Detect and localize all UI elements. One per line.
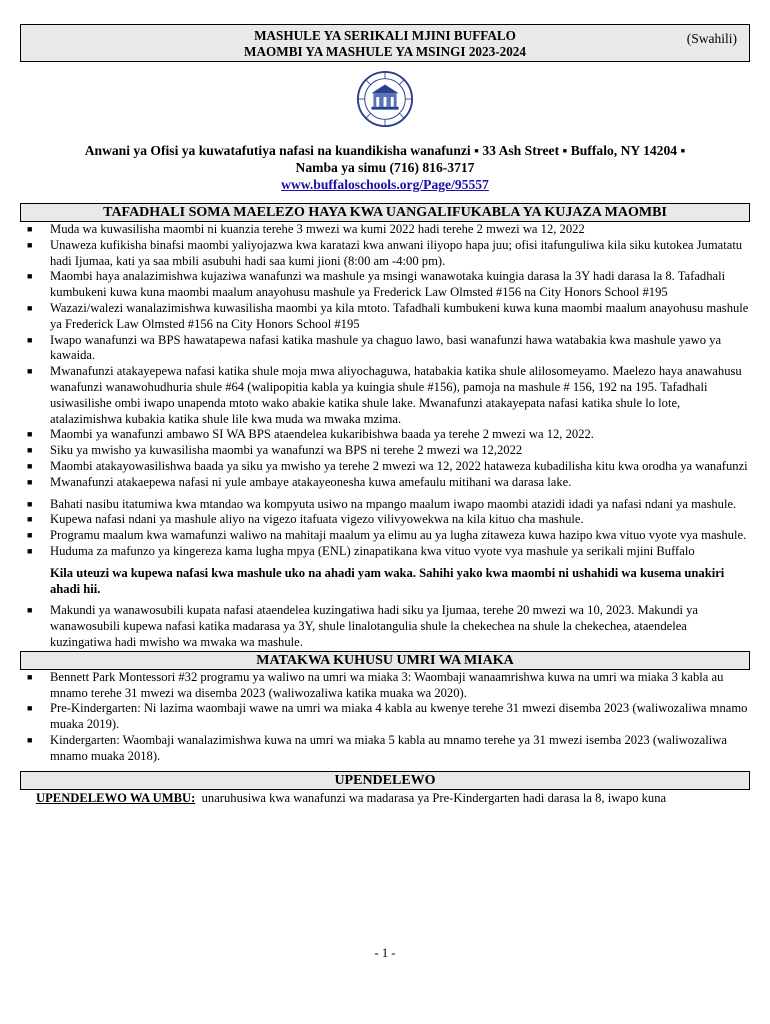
bullet-icon: ■ <box>27 734 33 745</box>
phone-number: Namba ya simu (716) 816-3717 <box>295 160 475 175</box>
list-item <box>20 222 750 238</box>
list-item-text: Programu maalum kwa wamafunzi waliwo na mahitaji maalum ya elimu au ya lugha zitaweza kuwa hazipo kwa vituo vyote vya mashule. <box>50 528 747 543</box>
list-item-text: Pre-Kindergarten: Ni lazima waombaji wawe na umri wa miaka 4 kabla au kwenye terehe 31 mwezi disemba 2023 (waliwozaliwa mnamo muaka 2019). <box>50 701 748 732</box>
list-item-text: Mwanafunzi atakayepewa nafasi katika shule moja mwa aliyochaguwa, hatabakia katika shule alilosomeyamo. Maelezo haya anawahusu wanafunzi wanawohudhuria shule #64 (walipopitia kabla ya kuingia shule #156), pamoja na mashule # 156, 192 na 195. Tafadhali usiwasilishe ombi iwapo unapenda mtoto wako abakie katika shule lake. Mwanafunzi atakayepata nafasi katika shule lo lote, atalazimishwa kubakia katika shule lile kwa muda wa mwaka mzima. <box>50 364 742 426</box>
title-box <box>20 24 750 62</box>
list-item <box>20 733 750 765</box>
bullet-icon: ■ <box>27 460 33 471</box>
website-link[interactable]: www.buffaloschools.org/Page/95557 <box>281 177 489 192</box>
bullet-icon: ■ <box>27 498 33 509</box>
instructions-list-continued <box>20 497 750 560</box>
document-title-line1: MASHULE YA SERIKALI MJINI BUFFALO <box>254 28 516 43</box>
bullet-icon: ■ <box>27 605 33 616</box>
preference-section-header: UPENDELEWO <box>20 771 750 790</box>
list-item <box>20 427 750 443</box>
bullet-icon: ■ <box>27 429 33 440</box>
instructions-section-header: TAFADHALI SOMA MAELEZO HAYA KWA UANGALIFUKABLA YA KUJAZA MAOMBI <box>20 203 750 222</box>
sibling-preference-label: UPENDELEWO WA UMBU: <box>36 790 196 805</box>
list-item <box>20 670 750 702</box>
list-item <box>20 333 750 365</box>
list-item-text: Kindergarten: Waombaji wanalazimishwa kuwa na umri wa miaka 5 kabla au mnamo terehe ya 31 mwezi isemba 2023 (waliwozaliwa mnamo muaka 2018). <box>50 732 727 763</box>
list-item <box>20 301 750 333</box>
bullet-icon: ■ <box>27 530 33 541</box>
list-item <box>20 459 750 475</box>
list-item <box>20 528 750 544</box>
list-item <box>20 701 750 733</box>
list-item-text: Mwanafunzi atakaepewa nafasi ni yule ambaye atakayeonesha kuwa amefaulu mitihani wa darasa lake. <box>50 474 572 489</box>
age-requirements-section-header: MATAKWA KUHUSU UMRI WA MIAKA <box>20 651 750 670</box>
bullet-icon: ■ <box>27 334 33 345</box>
bullet-icon: ■ <box>27 545 33 556</box>
list-item-text: Bahati nasibu itatumiwa kwa mtandao wa kompyuta usiwo na mpango maalum iwapo maombi atazidi idadi ya nafasi ndani ya mashule. <box>50 496 737 511</box>
list-item-text: Wazazi/walezi wanalazimishwa kuwasilisha maombi ya kila mtoto. Tafadhali kumbukeni kuwa kuna maombi maalum anayohusu mashule ya Frederick Law Olmsted #156 na City Honors School #195 <box>50 300 749 331</box>
list-item-text: Muda wa kuwasilisha maombi ni kuanzia terehe 3 mwezi wa kumi 2022 hadi terehe 2 mwezi wa 12, 2022 <box>50 222 585 236</box>
list-item-text: Iwapo wanafunzi wa BPS hawatapewa nafasi katika mashule ya chaguo lawo, basi wanafunzi hawa watabakia kwa mashule yawo ya kawaida. <box>50 332 722 363</box>
bullet-icon: ■ <box>27 366 33 377</box>
bullet-icon: ■ <box>27 445 33 456</box>
list-item <box>20 544 750 560</box>
bullet-icon: ■ <box>27 302 33 313</box>
list-item <box>20 497 750 513</box>
bullet-icon: ■ <box>27 271 33 282</box>
list-item-text: Unaweza kufikisha binafsi maombi yaliyojazwa kwa karatazi kwa anwani iliyopo hapa juu; ofisi itafunguliwa kila siku kutokea Jumatatu hadi Ijumaa, kati ya saa mbili asubuhi hadi saa kumi jioni (8:00 am -4:00 pm). <box>50 237 743 268</box>
instructions-list <box>20 222 750 491</box>
list-item <box>20 475 750 491</box>
list-item-text: Siku ya mwisho ya kuwasilisha maombi ya wanafunzi wa BPS ni terehe 2 mwezi wa 12,2022 <box>50 443 523 458</box>
bullet-icon: ■ <box>27 514 33 525</box>
bullet-icon: ■ <box>27 703 33 714</box>
contact-block <box>20 142 750 193</box>
list-item-text: Makundi ya wanawosubili kupata nafasi ataendelea kuzingatiwa hadi siku ya Ijumaa, terehe 20 mwezi wa 10, 2023. Makundi ya wanawosubili kupewa nafasi katika madarasa ya 3Y, shule linalotangulia shule la chekechea na shule la chekechea, ataendelea kuzingatiwa hadi mwisho wa mwaka wa mashule. <box>50 603 699 649</box>
list-item-text: Huduma za mafunzo ya kingereza kama lugha mpya (ENL) zinapatikana kwa vituo vyote vya mashule ya serikali mjini Buffalo <box>50 543 695 558</box>
list-item-text: Kupewa nafasi ndani ya mashule aliyo na vigezo itafuata vigezo vilivyowekwa na kila kituo cha mashule. <box>50 512 584 527</box>
commitment-note: Kila uteuzi wa kupewa nafasi kwa mashule uko na ahadi yam waka. Sahihi yako kwa maombi ni ushahidi wa kusema unakiri ahadi hii. <box>50 565 725 596</box>
list-item <box>20 269 750 301</box>
list-item-text: Maombi haya analazimishwa kujaziwa wanafunzi wa mashule ya msingi wanawotaka kuingia darasa la 3Y hadi darasa la 8. Tafadhali kumbukeni kuwa kuna maombi maalum anayohusu mashule ya Frederick Law Olmsted #156 na City Honors School #195 <box>50 269 726 300</box>
document-title-line2: MAOMBI YA MASHULE YA MSINGI 2023-2024 <box>244 44 526 59</box>
document-page <box>20 24 750 806</box>
bullet-icon: ■ <box>27 476 33 487</box>
waitlist-list <box>20 603 750 650</box>
page-number: - 1 - <box>374 946 396 960</box>
sibling-preference-body: unaruhusiwa kwa wanafunzi wa madarasa ya Pre-Kindergarten hadi darasa la 8, iwapo kuna <box>201 790 667 805</box>
list-item <box>20 603 750 650</box>
list-item-text: Maombi ya wanafunzi ambawo SI WA BPS ataendelea kukaribishwa baada ya terehe 2 mwezi wa 12, 2022. <box>50 427 594 442</box>
district-seal-logo <box>356 70 414 128</box>
bullet-icon: ■ <box>27 239 33 250</box>
list-item <box>20 238 750 270</box>
age-requirements-list <box>20 670 750 765</box>
office-address: Anwani ya Ofisi ya kuwatafutiya nafasi na kuandikisha wanafunzi ▪ 33 Ash Street ▪ Buffalo, NY 14204 ▪ <box>84 143 686 158</box>
bullet-icon: ■ <box>27 224 33 234</box>
list-item <box>20 512 750 528</box>
list-item <box>20 364 750 427</box>
bullet-icon: ■ <box>27 671 33 682</box>
list-item-text: Maombi atakayowasilishwa baada ya siku ya mwisho ya terehe 2 mwezi wa 12, 2022 hataweza kubadilisha kitu kwa orodha ya wanafunzi <box>50 458 748 473</box>
list-item <box>20 443 750 459</box>
sibling-preference-text <box>20 790 750 806</box>
list-item-text: Bennett Park Montessori #32 programu ya waliwo na umri wa miaka 3: Waombaji wanaamrishwa kuwa na umri wa miaka 3 kabla au mnamo terehe 31 mwezi wa disemba 2023 (waliwozaliwa katika muaka wa 2020). <box>50 669 724 700</box>
language-label: (Swahili) <box>686 31 737 46</box>
